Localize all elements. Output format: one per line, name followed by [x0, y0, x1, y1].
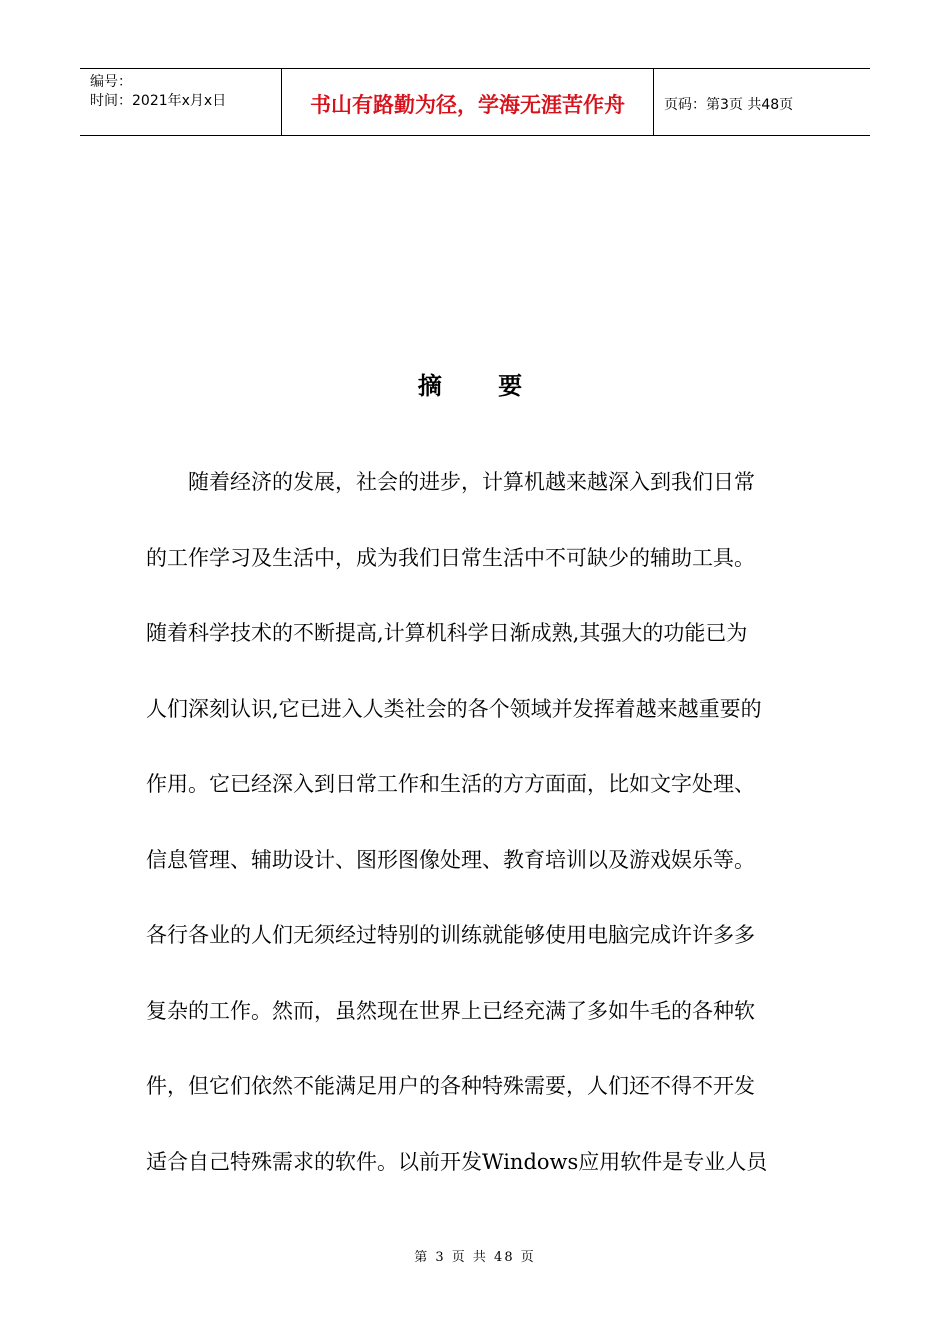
body-line: 随着科学技术的不断提高,计算机科学日渐成熟,其强大的功能已为: [146, 621, 748, 645]
body-line: 人们深刻认识,它已进入人类社会的各个领域并发挥着越来越重要的: [146, 696, 762, 721]
header-table: [80, 68, 870, 136]
header-date-label: 时间：2021年x月x日: [90, 93, 227, 109]
document-body: [146, 462, 806, 1217]
page-footer: 第 3 页 共 48 页: [414, 1250, 536, 1265]
body-line: 作用。它已经深入到日常工作和生活的方方面面，比如文字处理、: [146, 772, 755, 796]
body-line: 的工作学习及生活中，成为我们日常生活中不可缺少的辅助工具。: [146, 545, 755, 570]
document-title: 摘 要: [417, 372, 547, 400]
body-line: 复杂的工作。然而，虽然现在世界上已经充满了多如牛毛的各种软: [146, 998, 755, 1023]
body-line: 适合自己特殊需求的软件。以前开发Windows应用软件是专业人员: [146, 1149, 768, 1174]
header-page-info: 页码：第3页 共48页: [664, 97, 794, 113]
header-motto: 书山有路勤为径，学海无涯苦作舟: [282, 69, 654, 135]
body-line: 件，但它们依然不能满足用户的各种特殊需要，人们还不得不开发: [146, 1074, 755, 1098]
header-left-cell: [80, 69, 282, 135]
body-line: 随着经济的发展，社会的进步，计算机越来越深入到我们日常: [188, 470, 755, 494]
header-number-label: 编号：: [90, 74, 132, 90]
body-line: 信息管理、辅助设计、图形图像处理、教育培训以及游戏娱乐等。: [146, 847, 755, 872]
body-line: 各行各业的人们无须经过特别的训练就能够使用电脑完成许许多多: [146, 923, 755, 947]
